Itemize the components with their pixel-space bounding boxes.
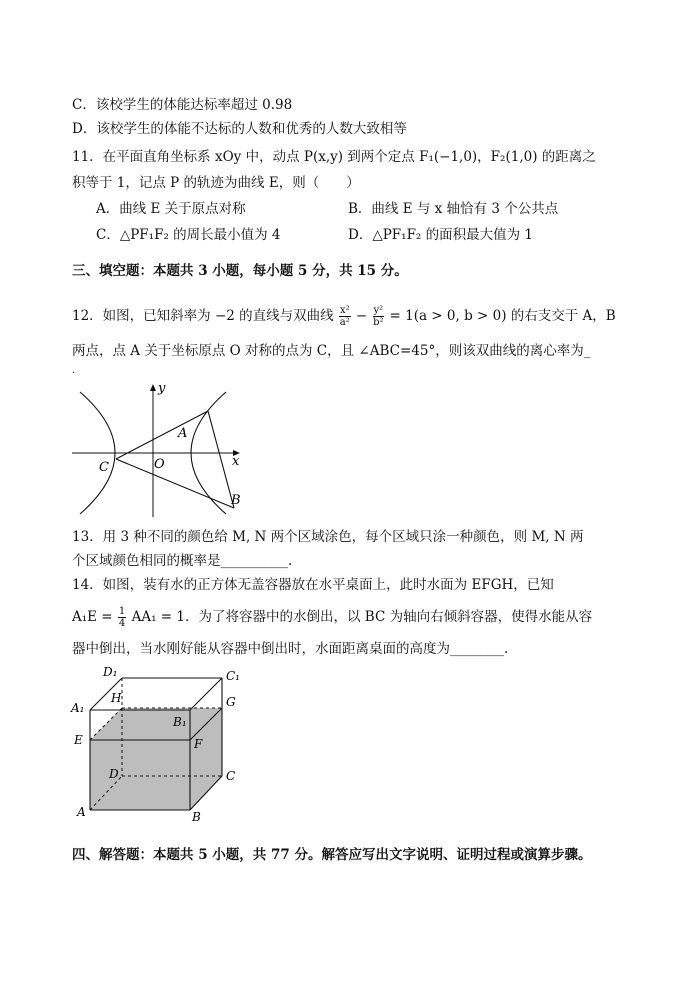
q14-line-1: 14．如图，装有水的正方体无盖容器放在水平桌面上，此时水面为 EFGH，已知: [72, 577, 554, 593]
q14-text-pre: A₁E =: [72, 609, 113, 625]
q14-line-2: [72, 606, 592, 629]
q12-frac1-den: a²: [339, 317, 350, 328]
q12-fraction-x: [339, 305, 351, 328]
option-c-prev: C．该校学生的体能达标率超过 0.98: [72, 97, 293, 113]
y-axis-arrow: [150, 384, 156, 391]
label-F: F: [194, 737, 203, 751]
q12-frac2-num: y²: [373, 305, 384, 316]
label-D: D: [109, 767, 119, 781]
q12-line-2-text: 两点，点 A 关于坐标原点 O 对称的点为 C，且 ∠ABC=45°，则该双曲线的离心率为: [72, 343, 584, 359]
q12-answer-blank: _: [583, 343, 591, 359]
water-front-face: [90, 740, 190, 810]
label-A: A: [178, 426, 188, 441]
label-C: C: [226, 769, 236, 783]
q12-frac1-num: x²: [339, 305, 350, 316]
q12-line-1: [72, 305, 616, 328]
label-G: G: [226, 695, 236, 709]
cube-figure: [66, 664, 256, 826]
option-d-prev: D．该校学生的体能不达标的人数和优秀的人数大致相等: [72, 121, 407, 137]
q11-option-b: B．曲线 E 与 x 轴恰有 3 个公共点: [348, 201, 559, 217]
label-A1: A₁: [71, 701, 85, 715]
label-B1: B₁: [173, 715, 187, 729]
section-4-heading: 四、解答题：本题共 5 小题，共 77 分。解答应写出文字说明、证明过程或演算步骤。: [72, 847, 592, 863]
label-O: O: [154, 457, 165, 472]
q11-option-c: C．△PF₁F₂ 的周长最小值为 4: [96, 227, 281, 243]
label-C1: C₁: [226, 669, 240, 683]
label-D1: D₁: [103, 665, 118, 679]
section-3-heading: 三、填空题：本题共 3 小题，每小题 5 分，共 15 分。: [72, 263, 408, 279]
q12-line-2: [72, 342, 590, 360]
q11-line-2: 积等于 1，记点 P 的轨迹为曲线 E，则（ ）: [72, 175, 360, 191]
label-A: A: [77, 805, 86, 819]
label-B: B: [231, 493, 241, 508]
q14-frac-den: 4: [118, 618, 126, 629]
q12-text-pre: 12．如图，已知斜率为 −2 的直线与双曲线: [72, 308, 334, 324]
label-E: E: [74, 733, 83, 747]
line-CB: [116, 459, 234, 508]
label-x: x: [232, 454, 240, 469]
q12-fraction-y: [373, 305, 385, 328]
label-y: y: [158, 381, 166, 396]
q12-minus: −: [355, 308, 368, 324]
q13-line-2: 个区域颜色相同的概率是__________.: [72, 553, 293, 569]
q14-frac-num: 1: [118, 606, 126, 617]
q13-line-1: 13．用 3 种不同的颜色给 M, N 两个区域涂色，每个区域只涂一种颜色，则 M, N 两: [72, 529, 584, 545]
q14-fraction: [118, 606, 126, 629]
q11-option-d: D．△PF₁F₂ 的面积最大值为 1: [348, 227, 534, 243]
q11-option-a: A．曲线 E 关于原点对称: [96, 201, 246, 217]
q12-trailing-dot: .: [72, 365, 76, 376]
q12-frac2-den: b²: [373, 317, 384, 328]
label-H: H: [111, 691, 122, 705]
q11-line-1: 11．在平面直角坐标系 xOy 中，动点 P(x,y) 到两个定点 F₁(−1,0)，F₂(1,0) 的距离之: [72, 149, 596, 165]
q14-text-post: AA₁ = 1．为了将容器中的水倒出，以 BC 为轴向右倾斜容器，使得水能从容: [131, 609, 593, 625]
q12-text-post: = 1(a > 0, b > 0) 的右支交于 A，B: [389, 308, 616, 324]
q14-line-3: 器中倒出，当水刚好能从容器中倒出时，水面距离桌面的高度为________.: [72, 641, 509, 657]
label-C: C: [99, 460, 109, 475]
hyperbola-figure: [70, 380, 250, 520]
label-B: B: [192, 810, 201, 824]
